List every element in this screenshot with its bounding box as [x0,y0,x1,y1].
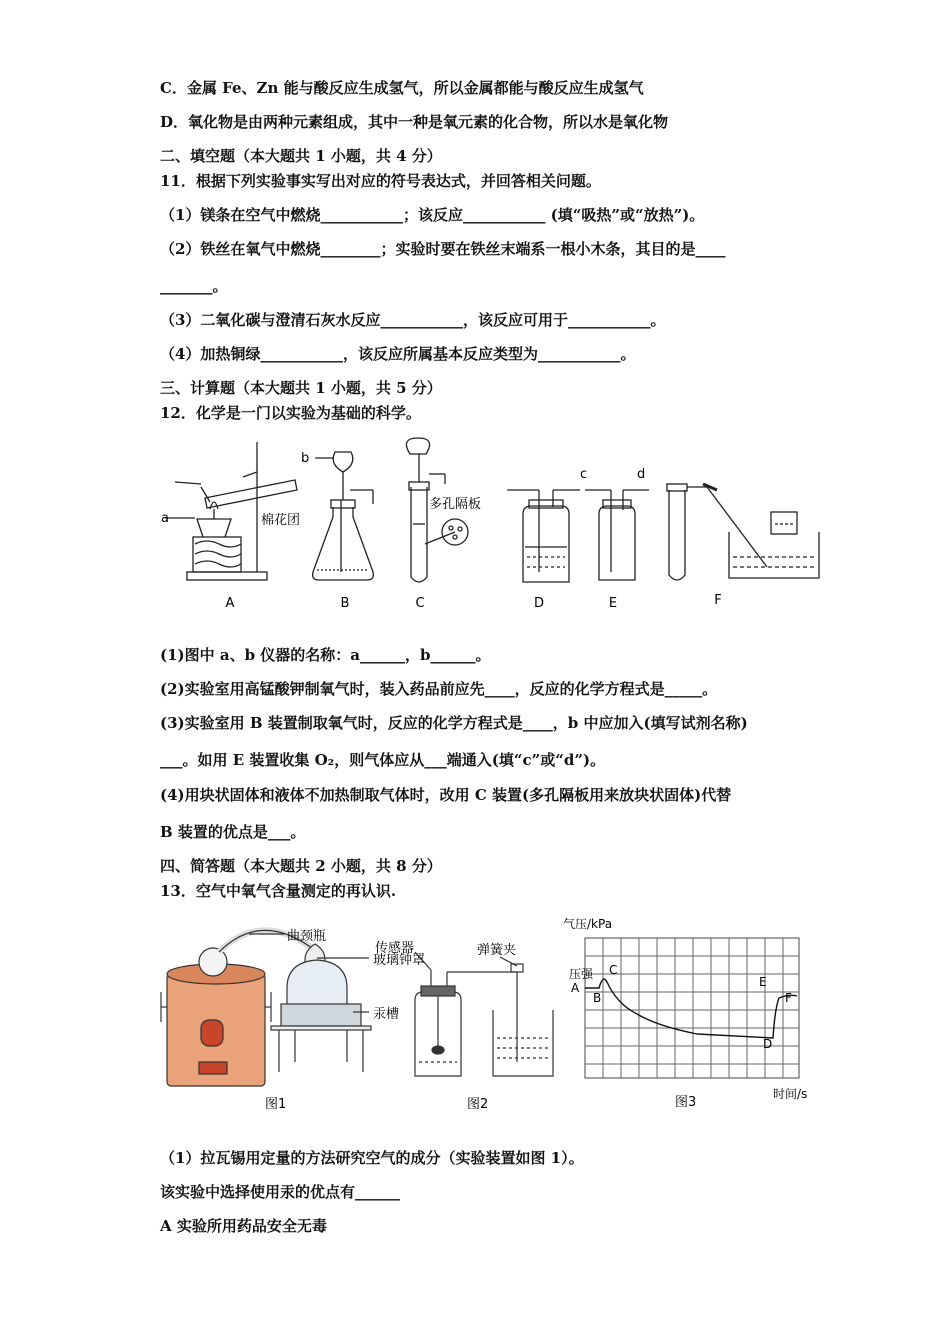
question-13-part-1: （1）拉瓦锡用定量的方法研究空气的成分（实验装置如图 1）。 [160,1149,584,1167]
question-12-part-2: (2)实验室用高锰酸钾制氧气时，装入药品前应先____，反应的化学方程式是_____。 [160,680,718,698]
option-d: D．氧化物是由两种元素组成，其中一种是氧元素的化合物，所以水是氧化物 [160,113,669,131]
figure-2 [415,952,553,1076]
question-11-part-1: （1）镁条在空气中燃烧___________；该反应___________ (填“吸热”或“放热”)。 [160,206,705,224]
x-axis-label: 时间/s [773,1087,808,1101]
pressure-label: 压强 [569,967,594,981]
option-a: A 实验所用药品安全无毒 [160,1217,327,1235]
label-d: D [533,596,545,611]
label-b: B [340,596,350,611]
point-f-label: F [785,991,792,1005]
question-12-part-1: (1)图中 a、b 仪器的名称：a______，b______。 [160,646,491,664]
apparatus-f [667,484,819,580]
section-3-heading: 三、计算题（本大题共 1 小题，共 5 分） [160,379,442,397]
board-label: 多孔隔板 [429,497,482,512]
instrument-a-label: a [161,511,169,526]
apparatus-a [165,442,297,580]
figure-1-caption: 图1 [265,1097,287,1112]
question-13-prompt: 该实验中选择使用汞的优点有______ [160,1183,401,1201]
question-11-part-2-cont: _______。 [160,277,228,295]
label-a: A [225,596,235,611]
apparatus-b [313,452,374,580]
figure-1 [161,930,371,1086]
bell-jar-label: 玻璃钟罩 [373,953,426,968]
apparatus-d [507,490,580,582]
trough-label: 汞槽 [373,1007,400,1022]
port-d-label: d [637,467,646,482]
question-13: 13．空气中氧气含量测定的再认识. [160,882,397,900]
cotton-label: 棉花团 [261,513,301,528]
figure-3 [585,938,799,1078]
question-11-part-3: （3）二氧化碳与澄清石灰水反应___________，该反应可用于___________。 [160,311,666,329]
apparatus-figure [155,432,825,617]
port-c-label: c [580,467,588,482]
point-e-label: E [759,975,767,989]
figure-2-caption: 图2 [467,1097,489,1112]
oxygen-experiment-figure [155,912,825,1117]
question-11-part-2: （2）铁丝在氧气中燃烧________；实验时要在铁丝末端系一根小木条，其目的是____ [160,240,726,258]
question-12-part-4: (4)用块状固体和液体不加热制取气体时，改用 C 装置(多孔隔板用来放块状固体)代替 [160,786,732,804]
y-axis-label: 气压/kPa [563,917,613,931]
question-12-part-3-cont: ___。如用 E 装置收集 O₂，则气体应从___端通入(填“c”或“d”)。 [160,751,606,769]
question-12-part-4-cont: B 装置的优点是___。 [160,823,306,841]
sensor-label: 传感器 [375,941,415,956]
point-b-label: B [593,991,602,1005]
clamp-label: 弹簧夹 [477,943,517,958]
label-c: C [415,596,425,611]
question-11-part-4: （4）加热铜绿___________，该反应所属基本反应类型为___________。 [160,345,636,363]
point-a-label: A [571,981,580,995]
question-11: 11．根据下列实验事实写出对应的符号表达式，并回答相关问题。 [160,172,601,190]
label-f: F [714,593,722,608]
section-2-heading: 二、填空题（本大题共 1 小题，共 4 分） [160,147,442,165]
figure-3-caption: 图3 [675,1095,697,1110]
question-12-part-3: (3)实验室用 B 装置制取氧气时，反应的化学方程式是____，b 中应加入(填写试剂名称) [160,714,748,732]
question-12: 12．化学是一门以实验为基础的科学。 [160,404,421,422]
point-d-label: D [763,1037,773,1051]
instrument-b-label: b [301,451,310,466]
point-c-label: C [609,963,618,977]
apparatus-e [585,490,649,580]
option-c: C．金属 Fe、Zn 能与酸反应生成氢气，所以金属都能与酸反应生成氢气 [160,79,644,97]
section-4-heading: 四、简答题（本大题共 2 小题，共 8 分） [160,857,442,875]
retort-label: 曲颈瓶 [287,929,327,944]
label-e: E [608,596,618,611]
